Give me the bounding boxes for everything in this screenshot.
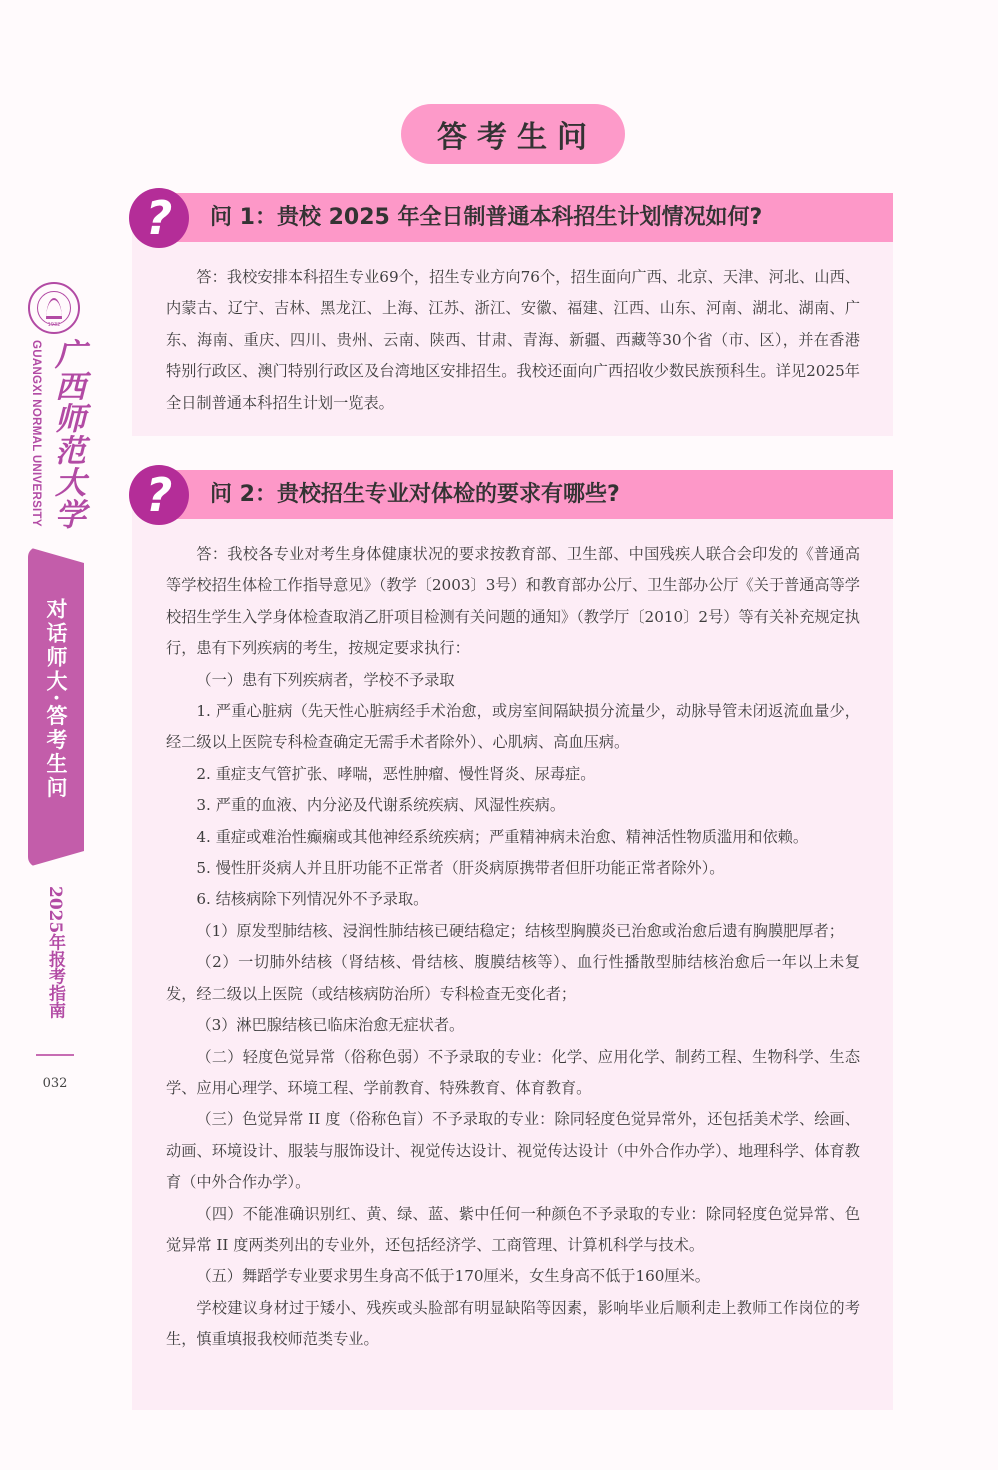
answer-2-paragraph: （五）舞蹈学专业要求男生身高不低于170厘米，女生身高不低于160厘米。 [196, 1267, 710, 1286]
seal-year: 1932 [47, 322, 61, 328]
answer-2-paragraph: 3. 严重的血液、内分泌及代谢系统疾病、风湿性疾病。 [196, 796, 566, 815]
university-name-en: GUANGXI NORMAL UNIVERSITY [30, 340, 42, 527]
answer-2-paragraph: （1）原发型肺结核、浸润性肺结核已硬结稳定；结核型胸膜炎已治愈或治愈后遗有胸膜肥厚者； [196, 921, 844, 940]
answer-2-paragraph: 4. 重症或难治性癫痫或其他神经系统疾病；严重精神病未治愈、精神活性物质滥用和依赖。 [196, 827, 809, 846]
page-number: 032 [42, 1076, 68, 1091]
answer-2-paragraph: 2. 重症支气管扩张、哮喘，恶性肿瘤、慢性肾炎、尿毒症。 [196, 764, 596, 783]
section-tab-label: 对话师大·答考生问 [44, 598, 69, 801]
guide-title: 2025年报考指南 [45, 886, 65, 1019]
answer-1-paragraph: 答：我校安排本科招生专业69个，招生专业方向76个，招生面向广西、北京、天津、河北、山西、内蒙古、辽宁、吉林、黑龙江、上海、江苏、浙江、安徽、福建、江西、山东、河南、湖北、湖南、广东、海南、重庆、四川、贵州、云南、陕西、甘肃、青海、新疆、西藏等30个省（市、区），并在香港特别行政区、澳门特别行政区及台湾地区安排招生。我校还面向广西招收少数民族预科生。详见2025年全日制普通本科招生计划一览表。 [166, 268, 860, 412]
answer-2-paragraph: （三）色觉异常 II 度（俗称色盲）不予录取的专业：除同轻度色觉异常外，还包括美术学、绘画、动画、环境设计、服装与服饰设计、视觉传达设计、视觉传达设计（中外合作办学）、地理科学、体育教育（中外合作办学）。 [166, 1110, 860, 1192]
answer-2-paragraph: （3）淋巴腺结核已临床治愈无症状者。 [196, 1016, 465, 1035]
answer-2-paragraph: 6. 结核病除下列情况外不予录取。 [196, 890, 429, 909]
question-2-title: 问 2：贵校招生专业对体检的要求有哪些? [210, 482, 620, 507]
question-mark-icon: ? [129, 188, 189, 248]
answer-1-text [166, 262, 860, 419]
answer-2-paragraph: 1. 严重心脏病（先天性心脏病经手术治愈，或房室间隔缺损分流量少，动脉导管未闭返流血量少，经二级以上医院专科检查确定无需手术者除外）、心肌病、高血压病。 [166, 702, 860, 752]
page-number-divider [36, 1054, 74, 1056]
answer-2-paragraph: （二）轻度色觉异常（俗称色弱）不予录取的专业：化学、应用化学、制药工程、生物科学、生态学、应用心理学、环境工程、学前教育、特殊教育、体育教育。 [166, 1047, 860, 1097]
university-name-cn: 广西师范大学 [49, 338, 85, 530]
answer-2-paragraph: 答：我校各专业对考生身体健康状况的要求按教育部、卫生部、中国残疾人联合会印发的《普通高等学校招生体检工作指导意见》（教学〔2003〕3号）和教育部办公厅、卫生部办公厅《关于普通高等学校招生学生入学身体检查取消乙肝项目检测有关问题的通知》（教学厅〔2010〕2号）等有关补充规定执行，患有下列疾病的考生，按规定要求执行： [166, 545, 860, 658]
answer-2-paragraph: （四）不能准确识别红、黄、绿、蓝、紫中任何一种颜色不予录取的专业：除同轻度色觉异常、色觉异常 II 度两类列出的专业外，还包括经济学、工商管理、计算机科学与技术。 [166, 1204, 860, 1254]
university-seal-logo [28, 282, 80, 334]
question-1-title: 问 1：贵校 2025 年全日制普通本科招生计划情况如何? [210, 205, 763, 230]
page-title: 答考生问 [401, 104, 625, 164]
answer-2-paragraph: （2）一切肺外结核（肾结核、骨结核、腹膜结核等）、血行性播散型肺结核治愈后一年以上未复发，经二级以上医院（或结核病防治所）专科检查无变化者； [166, 953, 860, 1003]
answer-2-paragraph: 学校建议身材过于矮小、残疾或头脸部有明显缺陷等因素，影响毕业后顺利走上教师工作岗位的考生，慎重填报我校师范类专业。 [166, 1298, 860, 1349]
answer-2-paragraph: 5. 慢性肝炎病人并且肝功能不正常者（肝炎病原携带者但肝功能正常者除外）。 [196, 859, 725, 878]
question-mark-icon: ? [129, 465, 189, 525]
answer-2-text [166, 539, 860, 1356]
answer-2-paragraph: （一）患有下列疾病者，学校不予录取 [196, 670, 455, 689]
